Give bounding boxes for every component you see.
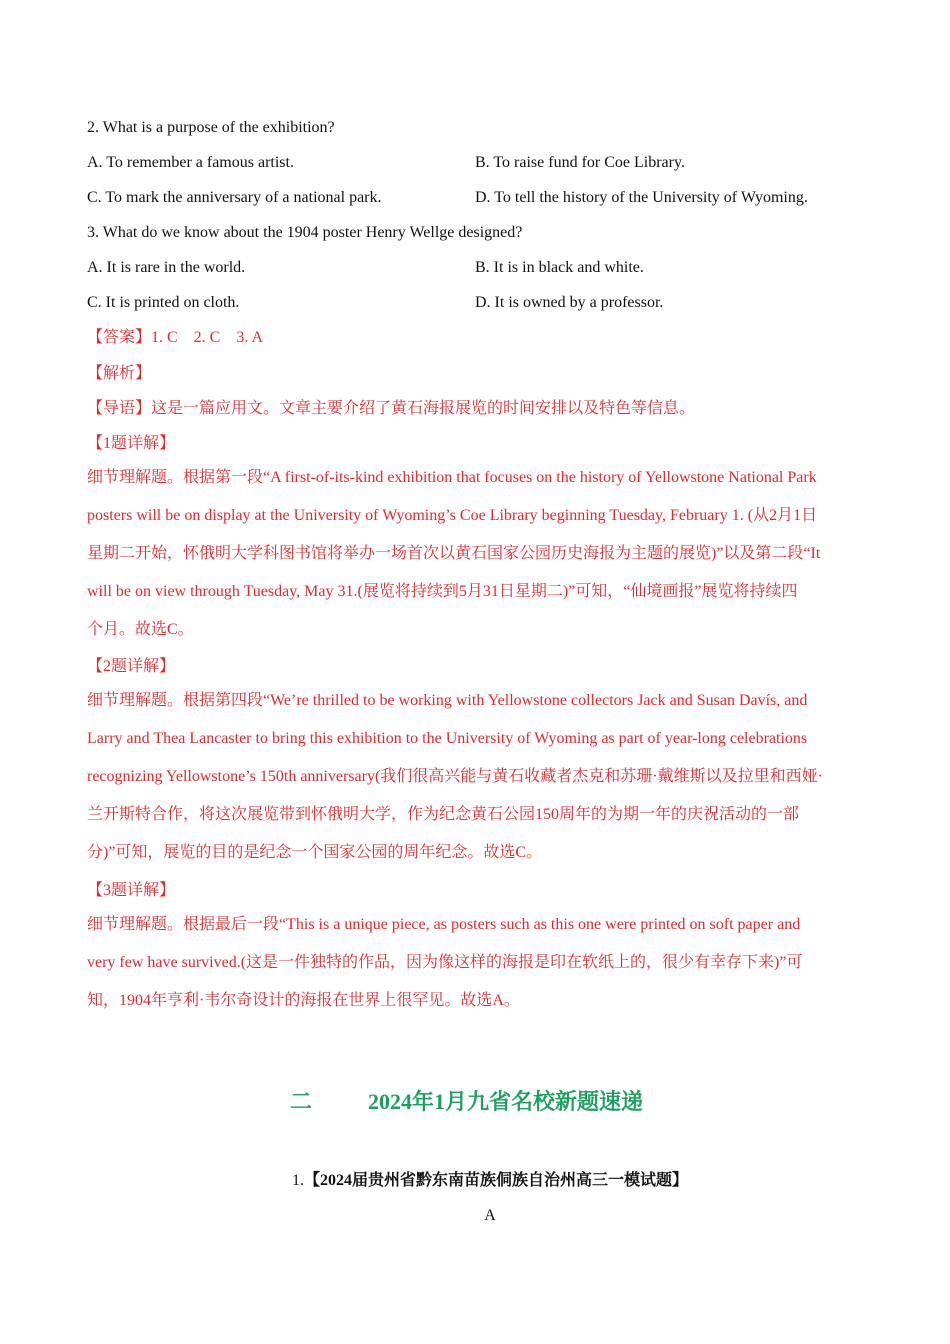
detail-2-line: Larry and Thea Lancaster to bring this exhibition to the University of Wyoming as part of year-long celebrations <box>87 730 808 747</box>
question-3-option-d: D. It is owned by a professor. <box>475 294 664 311</box>
detail-3-line: 知，1904年亨利·韦尔奇设计的海报在世界上很罕见。故选A。 <box>87 992 520 1009</box>
detail-3-line: very few have survived.(这是一件独特的作品，因为像这样的海报是印在软纸上的，很少有幸存下来)”可 <box>87 954 803 971</box>
detail-2-line: 细节理解题。根据第四段“We’re thrilled to be working with Yellowstone collectors Jack and Susan Davís, and <box>87 692 808 709</box>
answer-key: 【答案】1. C 2. C 3. A <box>87 329 264 346</box>
next-question-header <box>0 1171 950 1191</box>
detail-1-body <box>87 459 867 649</box>
next-question-source: 【2024届贵州省黔东南苗族侗族自治州高三一模试题】 <box>303 1172 688 1189</box>
intro-summary: 【导语】这是一篇应用文。文章主要介绍了黄石海报展览的时间安排以及特色等信息。 <box>87 400 696 417</box>
question-3-option-a: A. It is rare in the world. <box>87 259 246 276</box>
detail-3-body <box>87 906 867 1020</box>
question-2-option-c: C. To mark the anniversary of a national park. <box>87 189 382 206</box>
question-3-stem: 3. What do we know about the 1904 poster Henry Wellge designed? <box>87 224 523 241</box>
question-2-option-d: D. To tell the history of the University of Wyoming. <box>475 189 808 206</box>
detail-1-line: 细节理解题。根据第一段“A first-of-its-kind exhibition that focuses on the history of Yellowstone National Park <box>87 469 817 486</box>
passage-letter: A <box>484 1207 496 1224</box>
detail-1-line: posters will be on display at the University of Wyoming’s Coe Library beginning Tuesday, February 1. (从2月1日 <box>87 507 818 524</box>
detail-3-heading: 【3题详解】 <box>87 882 176 899</box>
question-2-stem: 2. What is a purpose of the exhibition? <box>87 119 335 136</box>
question-2-option-a: A. To remember a famous artist. <box>87 154 294 171</box>
detail-2-line: 兰开斯特合作，将这次展览带到怀俄明大学，作为纪念黄石公园150周年的为期一年的庆祝活动的一部 <box>87 806 800 823</box>
detail-1-line: 个月。故选C。 <box>87 621 194 638</box>
section-number: 二 <box>290 1089 313 1114</box>
detail-2-line: recognizing Yellowstone’s 150th anniversary(我们很高兴能与黄石收藏者杰克和苏珊·戴维斯以及拉里和西娅· <box>87 768 823 785</box>
detail-3-line: 细节理解题。根据最后一段“This is a unique piece, as posters such as this one were printed on soft paper and <box>87 916 801 933</box>
detail-2-body <box>87 682 867 872</box>
detail-1-line: will be on view through Tuesday, May 31.(展览将持续到5月31日星期二)”可知，“仙境画报”展览将持续四 <box>87 583 798 600</box>
question-3-option-c: C. It is printed on cloth. <box>87 294 240 311</box>
next-question-prefix: 1. <box>291 1172 304 1189</box>
detail-1-line: 星期二开始，怀俄明大学科图书馆将举办一场首次以黄石国家公园历史海报为主题的展览)”以及第二段“It <box>87 545 821 562</box>
question-2-option-b: B. To raise fund for Coe Library. <box>475 154 685 171</box>
detail-2-heading: 【2题详解】 <box>87 658 176 675</box>
section-title: 2024年1月九省名校新题速递 <box>368 1089 644 1114</box>
detail-1-heading: 【1题详解】 <box>87 435 176 452</box>
question-3-option-b: B. It is in black and white. <box>475 259 644 276</box>
detail-2-line: 分)”可知，展览的目的是纪念一个国家公园的周年纪念。故选C。 <box>87 844 543 861</box>
analysis-label: 【解析】 <box>87 365 152 382</box>
